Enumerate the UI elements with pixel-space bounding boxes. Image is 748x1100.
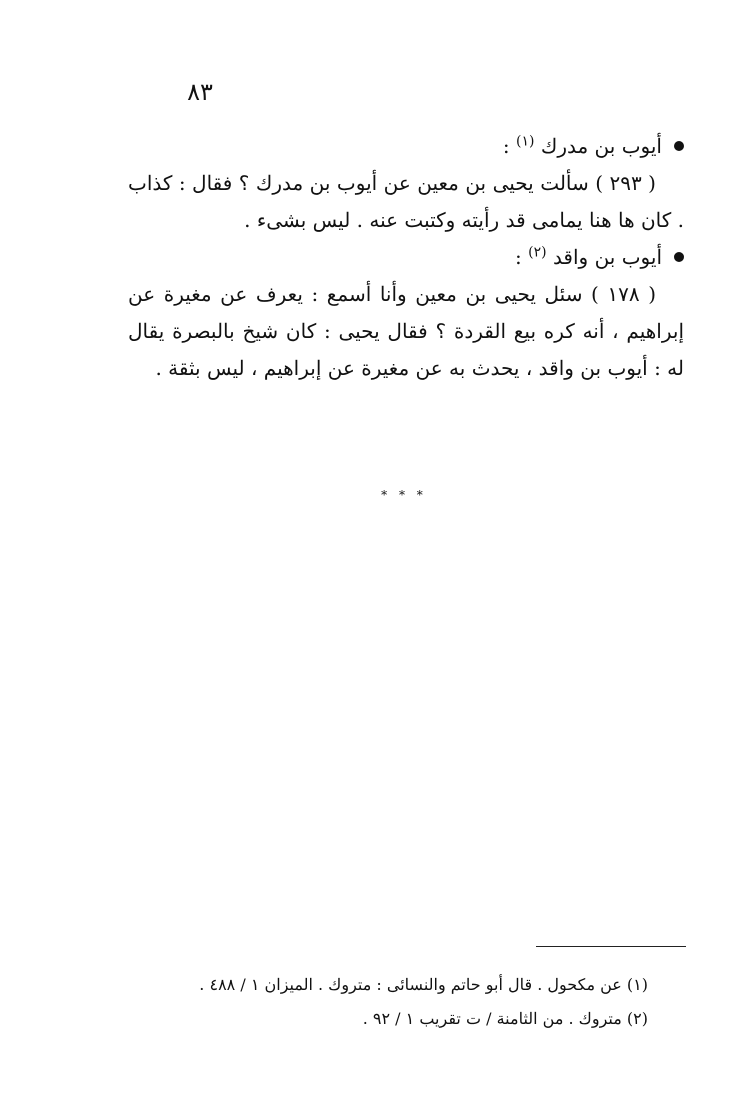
footnote-reference: (١) — [516, 133, 535, 150]
entry-heading-text: أيوب بن مدرك — [540, 134, 662, 158]
entry-paragraph: ( ١٧٨ ) سئل يحيى بن معين وأنا أسمع : يعرف عن مغيرة عن إبراهيم ، أنه كره بيع القردة ؟ فقال يحيى : كان شيخ بالبصرة يقال له : أيوب بن واقد ، يحدث به عن مغيرة عن إبراهيم ، ليس بثقة . — [128, 282, 684, 380]
footnotes — [170, 968, 648, 1036]
entry-heading-text: أيوب بن واقد — [552, 245, 662, 269]
entry-paragraph: ( ٢٩٣ ) سألت يحيى بن معين عن أيوب بن مدرك ؟ فقال : كذاب . كان ها هنا يمامى قد رأيته وكتبت عنه . ليس بشىء . — [128, 171, 684, 232]
footnote: (١) عن مكحول . قال أبو حاتم والنسائى : متروك . الميزان ١ / ٤٨٨ . — [199, 975, 648, 994]
footnote-reference: (٢) — [528, 244, 547, 261]
footnote: (٢) متروك . من الثامنة / ت تقريب ١ / ٩٢ . — [362, 1009, 648, 1028]
section-divider: * * * — [381, 488, 427, 502]
heading-colon: : — [515, 245, 522, 269]
bullet-icon — [674, 141, 684, 151]
entry-heading — [128, 239, 684, 276]
bullet-icon — [674, 252, 684, 262]
heading-colon: : — [502, 134, 510, 158]
footnote-separator — [536, 946, 686, 947]
entry-heading — [128, 128, 684, 165]
page-number: ٨٣ — [187, 78, 213, 106]
main-text — [128, 128, 684, 387]
